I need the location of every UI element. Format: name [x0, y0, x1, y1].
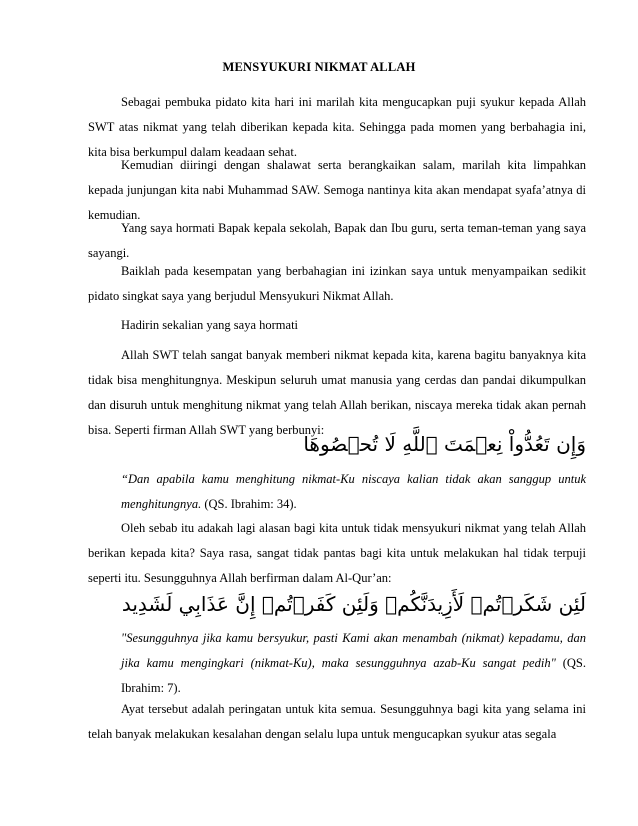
- arabic-verse-ibrahim-7: لَئِن شَكَرۡتُمۡ لَأَزِيدَنَّكُمۡ وَلَئِن كَفَرۡتُمۡ إِنَّ عَذَابِي لَشَدِيد: [121, 592, 586, 616]
- paragraph-opening: Sebagai pembuka pidato kita hari ini marilah kita mengucapkan puji syukur kepada Allah SWT atas nikmat yang telah diberikan kepada kita. Sehingga pada momen yang berbahagia ini, kita bisa berkumpul dalam keadaan sehat.: [88, 95, 586, 159]
- paragraph-greeting: Yang saya hormati Bapak kepala sekolah, Bapak dan Ibu guru, serta teman-teman yang saya sayangi.: [88, 221, 586, 260]
- quote-translation-2: [121, 626, 586, 701]
- paragraph-audience: Hadirin sekalian yang saya hormati: [121, 318, 299, 332]
- quote-translation-1: [121, 467, 586, 517]
- paragraph-blessings: Allah SWT telah sangat banyak memberi nikmat kepada kita, karena bagitu banyaknya kita tidak bisa menghitungnya. Meskipun seluruh umat manusia yang cerdas dan pandai dikumpulkan dan disuruh untuk menghitung nikmat yang telah Allah berikan, niscaya mereka tidak akan pernah bisa. Seperti firman Allah SWT yang berbunyi:: [88, 348, 586, 437]
- quote-text-1: “Dan apabila kamu menghitung nikmat-Ku niscaya kalian tidak akan sanggup untuk menghitungnya.: [121, 472, 586, 511]
- quote-reference-2: (QS. Ibrahim: 7).: [121, 656, 586, 695]
- quote-text-2: "Sesungguhnya jika kamu bersyukur, pasti Kami akan menambah (nikmat) kepadamu, dan jika kamu mengingkari (nikmat-Ku), maka sesungguhnya azab-Ku sangat pedih": [121, 631, 586, 670]
- paragraph-gratitude: Oleh sebab itu adakah lagi alasan bagi kita untuk tidak mensyukuri nikmat yang telah Allah berikan kepada kita? Saya rasa, sangat tidak pantas bagi kita untuk melakukan hal tidak terpuji seperti itu. Sesungguhnya Allah berfirman dalam Al-Qur’an:: [88, 521, 586, 585]
- paragraph-introduction: Baiklah pada kesempatan yang berbahagian ini izinkan saya untuk menyampaikan sedikit pidato singkat saya yang berjudul Mensyukuri Nikmat Allah.: [88, 264, 586, 303]
- arabic-verse-ibrahim-34: وَإِن تَعُدُّواْ نِعۡمَتَ ٱللَّهِ لَا تُحۡصُوهَا: [303, 432, 586, 456]
- quote-reference-1: (QS. Ibrahim: 34).: [201, 497, 297, 511]
- paragraph-shalawat: Kemudian diiringi dengan shalawat serta berangkaikan salam, marilah kita limpahkan kepada junjungan kita nabi Muhammad SAW. Semoga nantinya kita akan mendapat syafa’atnya di kemudian.: [88, 158, 586, 222]
- document-title: MENSYUKURI NIKMAT ALLAH: [222, 60, 416, 74]
- paragraph-warning: Ayat tersebut adalah peringatan untuk kita semua. Sesungguhnya bagi kita yang selama ini telah banyak melakukan kesalahan dengan selalu lupa untuk mengucapkan syukur atas segala: [88, 702, 586, 741]
